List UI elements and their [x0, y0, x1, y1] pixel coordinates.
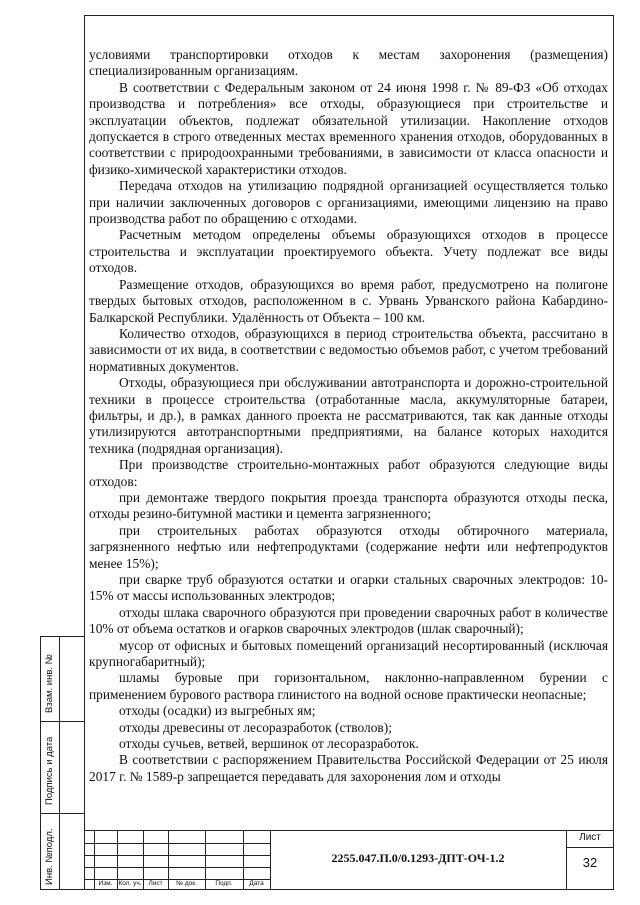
paragraph: Количество отходов, образующихся в период строительства объекта, рассчитано в зависимости от их вида, в соответствии с ведомостью объемов работ, с учетом требований нормативных документов.	[89, 325, 608, 374]
column-izm: Изм.	[98, 880, 113, 887]
paragraph: В соответствии с Федеральным законом от 24 июня 1998 г. № 89-ФЗ «Об отходах производства и потребления» все отходы, образующиеся при строительстве и эксплуатации объектов, подлежат обязательной утилизации. Накопление отходов допускается в строго отведенных местах временного хранения отходов, оборудованных в соответствии с природоохранными требованиями, в зависимости от класса опасности и физико-химической характеристики отходов.	[89, 79, 608, 177]
paragraph: при сварке труб образуются остатки и огарки стальных сварочных электродов: 10-15% от массы использованных электродов;	[89, 572, 608, 604]
column-list: Лист	[148, 880, 163, 887]
column-doc-no: № док.	[176, 880, 197, 887]
title-block	[84, 830, 614, 890]
paragraph: отходы сучьев, ветвей, вершинок от лесоразработок.	[119, 736, 419, 752]
column-kol-uch: Кол. уч.	[118, 880, 142, 887]
side-stamp-divider	[41, 721, 84, 722]
title-block-row-line	[566, 847, 614, 848]
paragraph: отходы древесины от лесоразработок (стволов);	[119, 719, 392, 735]
side-stamp	[40, 636, 84, 890]
side-stamp-inv-label: Инв. №подл.	[44, 828, 55, 885]
paragraph: Отходы, образующиеся при обслуживании автотранспорта и дорожно-строительной техники в процессе строительства (отработанные масла, аккумуляторные батареи, фильтры, и др.), в рамках данного проекта не рассматриваются, так как данные отходы утилизируются автотранспортными предприятиями, на балансе которых находится техника (подрядная организация).	[89, 375, 608, 456]
column-data: Дата	[249, 880, 264, 887]
side-stamp-divider	[41, 813, 84, 814]
column-podp: Подп.	[215, 880, 233, 887]
paragraph: отходы (осадки) из выгребных ям;	[119, 703, 316, 719]
paragraph: при строительных работах образуются отходы обтирочного материала, загрязненного нефтью или нефтепродуктами (содержание нефти или нефтепродуктов менее 15%);	[89, 522, 608, 571]
paragraph: при демонтаже твердого покрытия проезда транспорта образуются отходы песка, отходы резино-битумной мастики и цемента загрязненного;	[89, 489, 608, 522]
document-code: 2255.047.П.0/0.1293-ДПТ-ОЧ-1.2	[331, 851, 505, 865]
paragraph: мусор от офисных и бытовых помещений организаций несортированный (исключая крупногабаритный);	[89, 637, 608, 670]
paragraph: Расчетным методом определены объемы образующихся отходов в процессе строительства и эксплуатации проектируемого объекта. Учету подлежат все виды отходов.	[89, 227, 608, 276]
sheet-label: Лист	[579, 832, 601, 843]
paragraph: Передача отходов на утилизацию подрядной организацией осуществляется только при наличии заключенных договоров с организациями, имеющими лицензию на право производства работ по обращению с отходами.	[89, 178, 608, 227]
sheet-number: 32	[582, 855, 598, 870]
paragraph: отходы шлака сварочного образуются при проведении сварочных работ в количестве 10% от объема остатков и огарков сварочных электродов (шлак сварочный);	[89, 604, 608, 637]
paragraph: При производстве строительно-монтажных работ образуются следующие виды отходов:	[89, 457, 608, 489]
paragraph: Размещение отходов, образующихся во время работ, предусмотрено на полигоне твердых бытовых отходов, расположенном в с. Урвань Урванского района Кабардино-Балкарской Республики. Удалённость от Объекта – 100 км.	[89, 276, 608, 325]
side-stamp-vzam-label: Взам. инв. №	[44, 654, 55, 713]
paragraph: В соответствии с распоряжением Правительства Российской Федерации от 25 июля 2017 г. № 1589-р запрещается передавать для захоронения лом и отходы	[89, 752, 608, 784]
paragraph: условиями транспортировки отходов к местам захоронения (размещения) специализированным организациям.	[89, 47, 608, 79]
side-stamp-podpis-label: Подпись и дата	[44, 736, 55, 805]
paragraph: шламы буровые при горизонтальном, наклонно-направленном бурении с применением бурового раствора глинистого на водной основе практически неопасные;	[89, 670, 608, 702]
document-body	[89, 47, 608, 785]
